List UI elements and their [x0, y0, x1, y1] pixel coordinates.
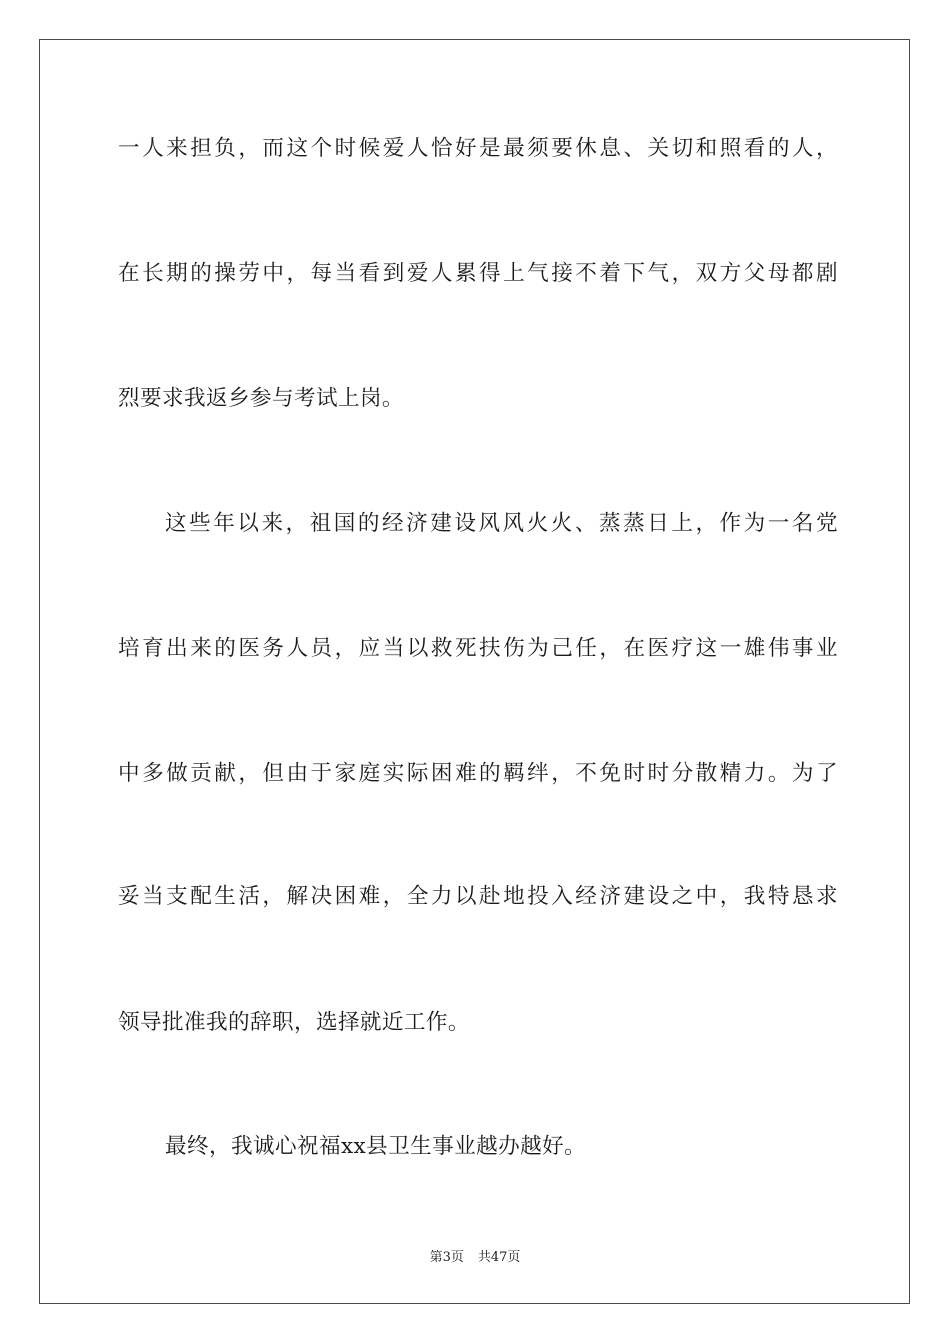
page-total: 共47页: [477, 1250, 521, 1265]
page-footer: [0, 1246, 950, 1265]
paragraph-line: 妥当支配生活，解决困难，全力以赴地投入经济建设之中，我特恳求: [118, 884, 838, 909]
page-border: [39, 39, 910, 1304]
paragraph-line: 烈要求我返乡参与考试上岗。: [118, 386, 404, 411]
page-number: 第3页: [429, 1250, 464, 1265]
paragraph-line: 中多做贡献，但由于家庭实际困难的羁绊，不免时时分散精力。为了: [118, 761, 838, 786]
paragraph-line: 这些年以来，祖国的经济建设风风火火、蒸蒸日上，作为一名党: [165, 511, 838, 536]
paragraph-line: 培育出来的医务人员，应当以救死扶伤为己任，在医疗这一雄伟事业: [118, 636, 838, 661]
paragraph-line: 在长期的操劳中，每当看到爱人累得上气接不着下气，双方父母都剧: [118, 261, 838, 286]
paragraph-line: 领导批准我的辞职，选择就近工作。: [118, 1010, 470, 1035]
paragraph-line: 一人来担负，而这个时候爱人恰好是最须要休息、关切和照看的人，: [118, 136, 838, 161]
paragraph-line: 最终，我诚心祝福xx县卫生事业越办越好。: [165, 1134, 587, 1159]
